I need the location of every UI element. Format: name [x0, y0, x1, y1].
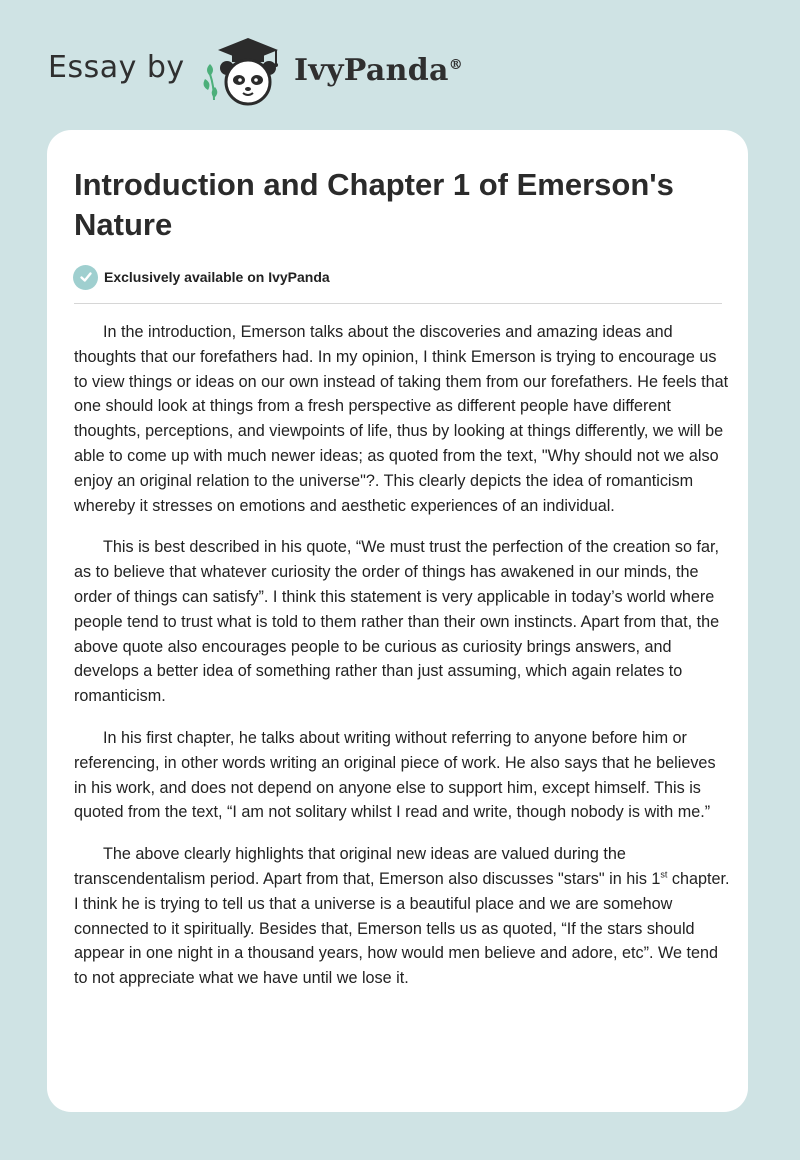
ordinal-superscript: st — [660, 869, 668, 880]
essay-title: Introduction and Chapter 1 of Emerson's Nature — [74, 167, 674, 242]
brand-name-text: IvyPanda — [294, 53, 449, 88]
ivypanda-panda-graduation-cap-icon[interactable] — [200, 34, 292, 108]
exclusive-badge — [73, 264, 330, 290]
check-icon — [73, 265, 98, 290]
essay-body — [74, 320, 730, 1008]
exclusive-badge-label: Exclusively available on IvyPanda — [104, 269, 330, 285]
essay-paragraph-2: This is best described in his quote, “We must trust the perfection of the creation so far, as to believe that whatever curiosity the order of things has awakened in our minds, the order of things can satisfy”. I think this statement is very applicable in today’s world where people tend to trust what is told to them rather than their own instincts. Apart from that, the above quote also encourages people to be curious as curiosity brings answers, and develops a better idea of something rather than just assuming, which again relates to romanticism. — [74, 538, 720, 706]
essay-card — [47, 130, 748, 1112]
registered-mark: ® — [448, 57, 464, 73]
paragraph-4-text-start: The above clearly highlights that original new ideas are valued during the transcendentalism period. Apart from that, Emerson also discusses "stars" in his 1 — [74, 845, 661, 888]
essay-paragraph-4 — [74, 842, 730, 991]
essay-paragraph-3: In his first chapter, he talks about writing without referring to anyone before him or referencing, in other words writing an original piece of work. He also says that he believes in his work, and does not depend on anyone else to support him, except himself. This is quoted from the text, “I am not solitary whilst I read and write, though nobody is with me.” — [74, 728, 716, 822]
essay-paragraph-1: In the introduction, Emerson talks about the discoveries and amazing ideas and thoughts that our forefathers had. In my opinion, I think Emerson is trying to encourage us to view things or ideas on our own instead of taking them from our forefathers. He feels that one should look at things from a fresh perspective as different people have different thoughts, perceptions, and viewpoints of life, thus by looking at things differently, we will be able to come up with much newer ideas; as quoted from the text, "Why should not we also enjoy an original relation to the universe"?. This clearly depicts the idea of romanticism whereby it stresses on emotions and aesthetic experiences of an individual. — [74, 323, 729, 515]
title-divider — [74, 303, 722, 304]
site-header — [0, 0, 800, 130]
brand-prefix: Essay by — [48, 50, 185, 85]
paragraph-4-text-end: chapter. I think he is trying to tell us that a universe is a beautiful place and we are somehow connected to it spiritually. Besides that, Emerson tells us as quoted, “If the stars should appear in one night in a thousand years, how would men believe and adore, etc”. We tend to not appreciate what we have until we lose it. — [74, 869, 730, 988]
brand-name[interactable] — [294, 53, 463, 88]
